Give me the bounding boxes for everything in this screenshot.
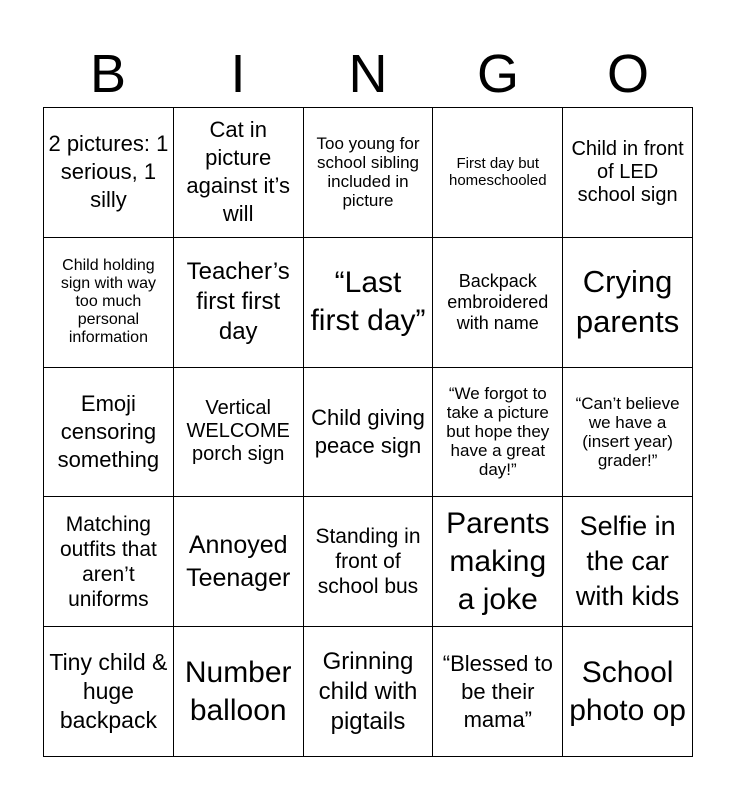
cell-text: Teacher’s first first day (186, 258, 290, 346)
cell-text: School photo op (569, 655, 686, 727)
bingo-cell[interactable] (44, 108, 174, 238)
cell-text: Parents making a joke (446, 506, 550, 616)
bingo-cell[interactable] (433, 368, 563, 498)
bingo-cell[interactable] (563, 238, 693, 368)
cell-text: Selfie in the car with kids (575, 511, 680, 612)
header-letter-g: G (476, 44, 519, 104)
header-letter-o: O (606, 44, 649, 104)
bingo-cell[interactable] (174, 368, 304, 498)
cell-text: First day but homeschooled (449, 155, 547, 190)
cell-text: Vertical WELCOME porch sign (186, 397, 290, 466)
bingo-cell[interactable] (44, 627, 174, 757)
cell-text: Child giving peace sign (311, 404, 425, 458)
cell-text: Crying parents (575, 264, 680, 340)
bingo-cell[interactable] (433, 497, 563, 627)
header-letter-i: I (230, 44, 246, 104)
bingo-cell[interactable] (433, 238, 563, 368)
bingo-cell[interactable] (44, 497, 174, 627)
cell-text: “Can’t believe we have a (insert year) grader!” (575, 393, 680, 470)
bingo-cell[interactable] (304, 238, 434, 368)
bingo-cell[interactable] (304, 368, 434, 498)
bingo-cell[interactable] (44, 368, 174, 498)
bingo-cell[interactable] (563, 368, 693, 498)
cell-text: Emoji censoring something (57, 390, 160, 472)
cell-text: “We forgot to take a picture but hope they have a great day!” (446, 384, 550, 480)
cell-text: “Blessed to be their mama” (442, 650, 553, 732)
cell-text: Grinning child with pigtails (318, 647, 418, 735)
cell-text: Number balloon (184, 655, 292, 727)
bingo-cell[interactable] (174, 108, 304, 238)
bingo-cell[interactable] (563, 497, 693, 627)
bingo-cell[interactable] (174, 238, 304, 368)
cell-text: Standing in front of school bus (315, 525, 421, 599)
bingo-cell[interactable] (563, 108, 693, 238)
bingo-cell[interactable] (174, 627, 304, 757)
cell-text: Too young for school sibling included in picture (316, 134, 420, 211)
header-letter-n: N (348, 44, 388, 104)
bingo-cell[interactable] (433, 108, 563, 238)
bingo-cell[interactable] (563, 627, 693, 757)
cell-text: Annoyed Teenager (186, 530, 291, 592)
cell-text: Cat in picture against it’s will (186, 117, 290, 227)
cell-text: Backpack embroidered with name (447, 270, 549, 333)
cell-text: Matching outfits that aren’t uniforms (59, 512, 157, 611)
bingo-cell[interactable] (433, 627, 563, 757)
cell-text: “Last first day” (310, 266, 426, 338)
bingo-grid (43, 107, 693, 757)
bingo-cell[interactable] (44, 238, 174, 368)
cell-text: Child in front of LED school sign (571, 137, 684, 206)
header-letter-b: B (89, 44, 127, 104)
bingo-header (43, 44, 693, 104)
cell-text: Tiny child & huge backpack (49, 649, 168, 734)
bingo-cell[interactable] (304, 627, 434, 757)
cell-text: Child holding sign with way too much personal information (60, 257, 156, 347)
bingo-cell[interactable] (304, 497, 434, 627)
bingo-cell[interactable] (304, 108, 434, 238)
bingo-cell[interactable] (174, 497, 304, 627)
cell-text: 2 pictures: 1 serious, 1 silly (48, 131, 169, 213)
